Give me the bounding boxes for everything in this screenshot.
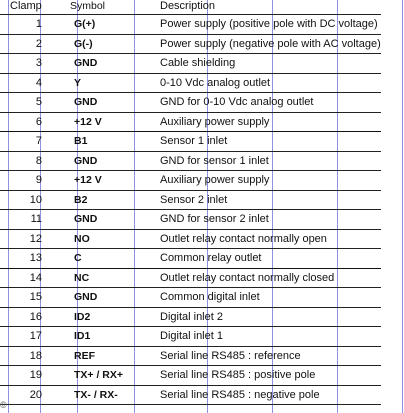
- table-row: [0, 34, 381, 54]
- table-row: [0, 288, 381, 308]
- description-cell: Serial line RS485 : reference: [160, 349, 301, 362]
- description-cell: GND for 0-10 Vdc analog outlet: [160, 96, 314, 109]
- description-cell: Serial line RS485 : positive pole: [160, 369, 316, 382]
- description-cell: Digital inlet 2: [160, 310, 223, 323]
- table-row: [0, 249, 381, 269]
- clamp-number: 13: [29, 252, 42, 265]
- clamp-number: 15: [29, 291, 42, 304]
- table-row: [0, 190, 381, 210]
- clamp-number: 14: [29, 271, 42, 284]
- table-row: [0, 151, 381, 171]
- clamp-number: 9: [35, 174, 42, 187]
- clamp-number: 10: [29, 193, 42, 206]
- description-cell: Serial line RS485 : negative pole: [160, 388, 320, 401]
- header-clamp: Clamp: [10, 0, 42, 12]
- symbol-cell: REF: [74, 349, 95, 362]
- clamp-number: 3: [35, 57, 42, 70]
- symbol-cell: C: [74, 252, 82, 265]
- table-row: [0, 307, 381, 327]
- table-row: [0, 93, 381, 113]
- description-cell: Common relay outlet: [160, 252, 262, 265]
- clamp-number: 16: [29, 310, 42, 323]
- table-row: [0, 366, 381, 386]
- description-cell: 0-10 Vdc analog outlet: [160, 76, 271, 89]
- grid-line: [402, 0, 403, 413]
- description-cell: Power supply (positive pole with DC voltage): [160, 18, 378, 31]
- symbol-cell: TX+ / RX+: [74, 369, 124, 382]
- table-header-row: [0, 0, 381, 15]
- description-cell: Auxiliary power supply: [160, 115, 270, 128]
- symbol-cell: GND: [74, 291, 98, 304]
- symbol-cell: NO: [74, 232, 90, 245]
- description-cell: GND for sensor 1 inlet: [160, 154, 269, 167]
- table-row: [0, 385, 381, 405]
- symbol-cell: NC: [74, 271, 90, 284]
- clamp-number: 17: [29, 330, 42, 343]
- description-cell: Outlet relay contact normally closed: [160, 271, 335, 284]
- table-row: [0, 210, 381, 230]
- symbol-cell: GND: [74, 57, 98, 70]
- description-cell: GND for sensor 2 inlet: [160, 213, 269, 226]
- symbol-cell: Y: [74, 76, 82, 89]
- description-cell: Sensor 2 inlet: [160, 193, 228, 206]
- header-description: Description: [160, 0, 216, 12]
- table-row: [0, 132, 381, 152]
- clamp-number: 18: [29, 349, 42, 362]
- description-cell: Common digital inlet: [160, 291, 260, 304]
- symbol-cell: +12 V: [74, 174, 102, 187]
- description-cell: Cable shielding: [160, 57, 236, 70]
- table-row: [0, 54, 381, 74]
- symbol-cell: GND: [74, 154, 98, 167]
- table-row: [0, 73, 381, 93]
- clamp-number: 7: [35, 135, 42, 148]
- symbol-cell: TX- / RX-: [74, 388, 118, 401]
- symbol-cell: ID1: [74, 330, 91, 343]
- symbol-cell: B2: [74, 193, 88, 206]
- table-row: [0, 327, 381, 347]
- clamp-number: 8: [35, 154, 42, 167]
- header-symbol: Symbol: [70, 0, 106, 12]
- table-row: [0, 229, 381, 249]
- symbol-cell: B1: [74, 135, 88, 148]
- clamp-number: 6: [35, 115, 42, 128]
- description-cell: Digital inlet 1: [160, 330, 223, 343]
- symbol-cell: G(+): [74, 18, 96, 31]
- description-cell: Power supply (negative pole with AC voltage): [160, 37, 381, 50]
- clamp-number: 19: [29, 369, 42, 382]
- table-row: [0, 268, 381, 288]
- clamp-number: 2: [35, 37, 42, 50]
- clamp-number: 5: [35, 96, 42, 109]
- description-cell: Auxiliary power supply: [160, 174, 270, 187]
- clamp-number: 1: [35, 18, 42, 31]
- table-row: [0, 346, 381, 366]
- description-cell: Outlet relay contact normally open: [160, 232, 327, 245]
- symbol-cell: GND: [74, 96, 98, 109]
- clamp-number: 11: [30, 213, 42, 226]
- symbol-cell: ID2: [74, 310, 91, 323]
- description-cell: Sensor 1 inlet: [160, 135, 228, 148]
- table-row: [0, 15, 381, 35]
- corner-mark: ©: [0, 400, 7, 410]
- symbol-cell: +12 V: [74, 115, 102, 128]
- table-row: [0, 171, 381, 191]
- table-body: [0, 15, 381, 405]
- clamp-number: 20: [29, 388, 42, 401]
- table-row: [0, 112, 381, 132]
- symbol-cell: G(-): [74, 37, 93, 50]
- symbol-cell: GND: [74, 213, 98, 226]
- clamp-number: 12: [29, 232, 42, 245]
- clamp-number: 4: [35, 76, 42, 89]
